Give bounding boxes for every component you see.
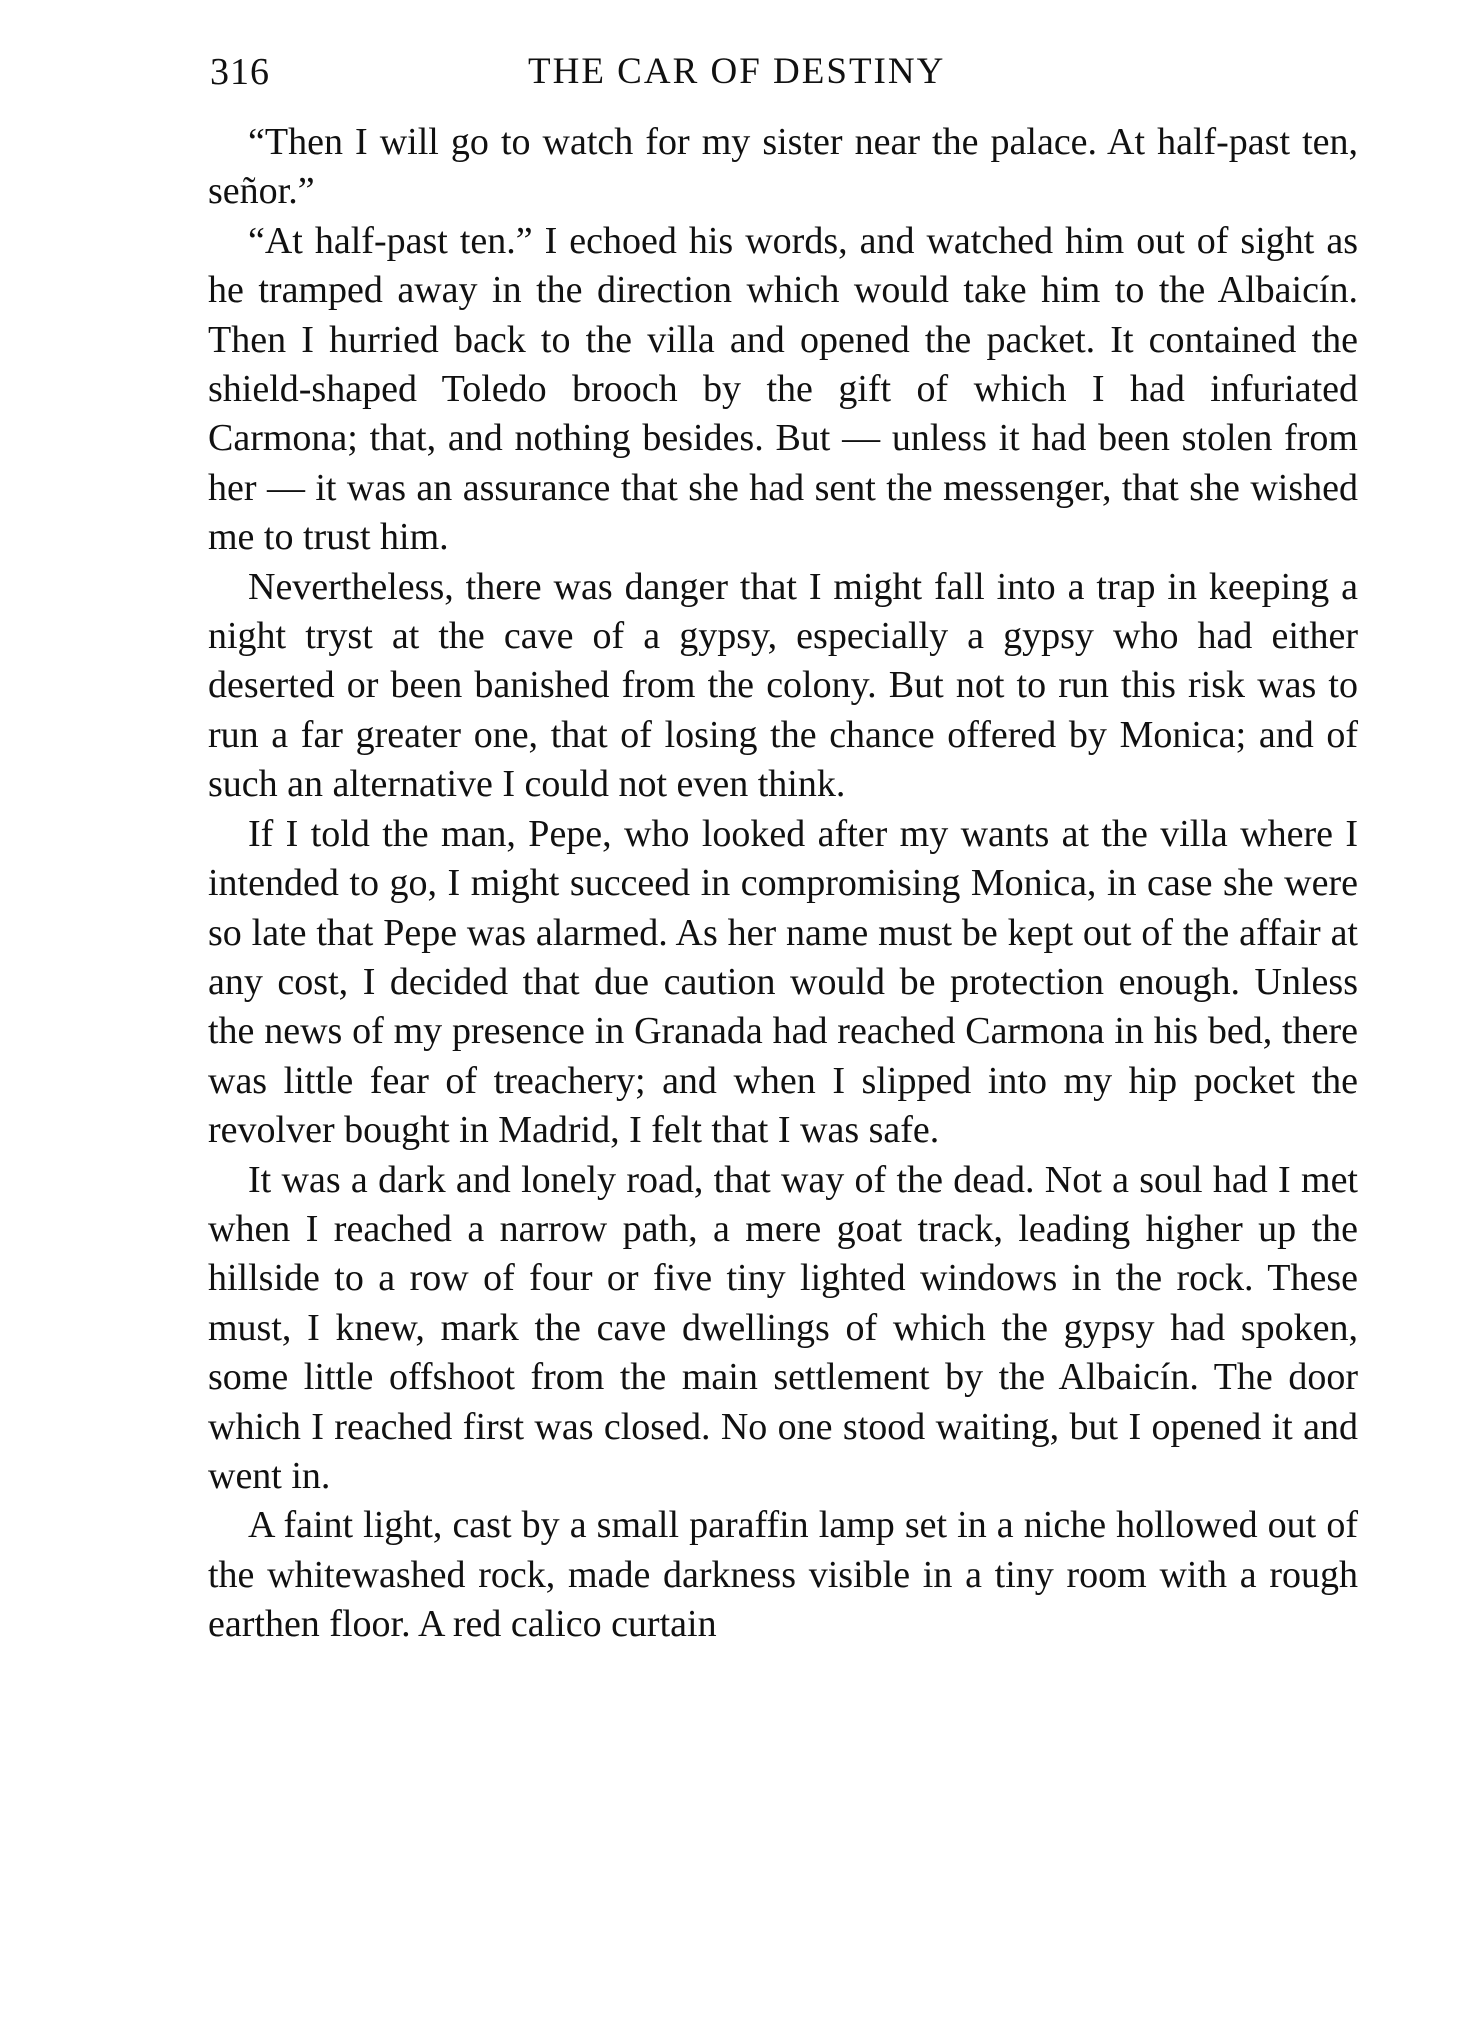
paragraph: Nevertheless, there was danger that I might fall into a trap in keeping a night tryst at the cave of a gypsy, especially a gypsy who had either deserted or been banished from the colony. But not to run this risk was to run a far greater one, that of losing the chance offered by Monica; and of such an alternative I could not even think. (208, 565, 1358, 806)
running-head (210, 50, 1360, 110)
paragraph: “At half-past ten.” I echoed his words, and watched him out of sight as he tramped away in the direction which would take him to the Albaicín. Then I hurried back to the villa and opened the packet. It contained the shield-shaped Toledo brooch by the gift of which I had infuriated Carmona; that, and nothing besides. But — unless it had been stolen from her — it was an assurance that she had sent the messenger, that she wished me to trust him. (208, 219, 1358, 559)
paragraph: If I told the man, Pepe, who looked after my wants at the villa where I intended to go, I might succeed in compromising Monica, in case she were so late that Pepe was alarmed. As her name must be kept out of the affair at any cost, I decided that due caution would be protection enough. Unless the news of my presence in Granada had reached Carmona in his bed, there was little fear of treachery; and when I slipped into my hip pocket the revolver bought in Madrid, I felt that I was safe. (208, 812, 1358, 1152)
body-text (208, 118, 1358, 1650)
page-number: 316 (210, 51, 270, 93)
paragraph: “Then I will go to watch for my sister near the palace. At half-past ten, señor.” (208, 121, 1358, 213)
paragraph: A faint light, cast by a small paraffin lamp set in a niche hollowed out of the whitewashed rock, made darkness visible in a tiny room with a rough earthen floor. A red calico curtain (208, 1504, 1358, 1646)
running-title: THE CAR OF DESTINY (528, 51, 946, 92)
paragraph: It was a dark and lonely road, that way of the dead. Not a soul had I met when I reached a narrow path, a mere goat track, leading higher up the hillside to a row of four or five tiny lighted windows in the rock. These must, I knew, mark the cave dwellings of which the gypsy had spoken, some little offshoot from the main settlement by the Albaicín. The door which I reached first was closed. No one stood waiting, but I opened it and went in. (208, 1158, 1358, 1497)
